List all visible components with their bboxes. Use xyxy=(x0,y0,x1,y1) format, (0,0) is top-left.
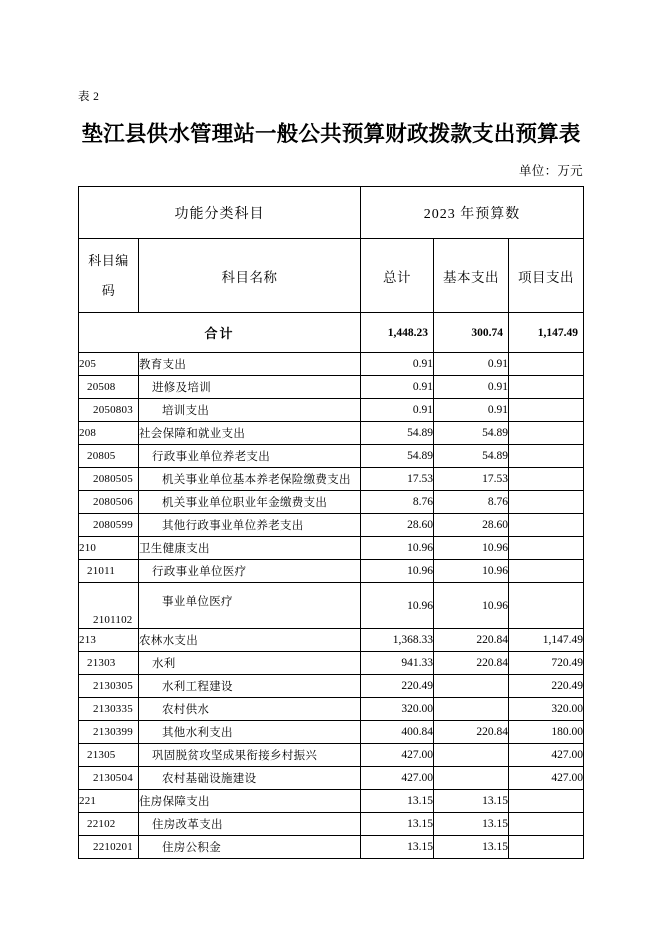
row-total: 427.00 xyxy=(361,744,434,767)
row-basic: 10.96 xyxy=(434,537,509,560)
sheet-label: 表 2 xyxy=(78,91,100,103)
row-name: 住房改革支出 xyxy=(139,813,361,836)
row-total: 13.15 xyxy=(361,836,434,859)
row-project xyxy=(509,583,584,629)
row-project xyxy=(509,537,584,560)
row-code: 2101102 xyxy=(79,583,139,629)
row-name: 住房保障支出 xyxy=(139,790,361,813)
row-code: 2080506 xyxy=(79,491,139,514)
row-name: 农村供水 xyxy=(139,698,361,721)
row-total: 427.00 xyxy=(361,767,434,790)
header-functional-category: 功能分类科目 xyxy=(79,187,361,239)
row-basic: 10.96 xyxy=(434,560,509,583)
row-basic xyxy=(434,767,509,790)
row-code: 20805 xyxy=(79,445,139,468)
table-row xyxy=(79,790,584,813)
row-code: 2080505 xyxy=(79,468,139,491)
row-name: 农村基础设施建设 xyxy=(139,767,361,790)
row-basic: 10.96 xyxy=(434,583,509,629)
row-total: 10.96 xyxy=(361,560,434,583)
row-basic xyxy=(434,744,509,767)
table-row xyxy=(79,675,584,698)
row-code: 2130305 xyxy=(79,675,139,698)
row-basic: 13.15 xyxy=(434,813,509,836)
row-project: 180.00 xyxy=(509,721,584,744)
row-name: 其他行政事业单位养老支出 xyxy=(139,514,361,537)
row-total: 400.84 xyxy=(361,721,434,744)
row-code: 2130399 xyxy=(79,721,139,744)
row-basic: 0.91 xyxy=(434,353,509,376)
row-name: 行政事业单位养老支出 xyxy=(139,445,361,468)
row-name: 进修及培训 xyxy=(139,376,361,399)
row-total: 10.96 xyxy=(361,583,434,629)
table-row xyxy=(79,537,584,560)
row-code: 210 xyxy=(79,537,139,560)
row-total: 28.60 xyxy=(361,514,434,537)
row-project xyxy=(509,445,584,468)
table-row xyxy=(79,514,584,537)
row-code: 213 xyxy=(79,629,139,652)
row-project xyxy=(509,376,584,399)
row-project: 720.49 xyxy=(509,652,584,675)
row-project xyxy=(509,468,584,491)
row-project: 1,147.49 xyxy=(509,629,584,652)
header-subject-code-line1: 科目编 xyxy=(88,252,129,268)
table-row xyxy=(79,353,584,376)
row-code: 21305 xyxy=(79,744,139,767)
table-row xyxy=(79,491,584,514)
row-basic: 54.89 xyxy=(434,445,509,468)
table-row xyxy=(79,813,584,836)
row-project xyxy=(509,560,584,583)
row-code: 21011 xyxy=(79,560,139,583)
table-row xyxy=(79,399,584,422)
header-budget-year: 2023 年预算数 xyxy=(361,187,584,239)
row-project xyxy=(509,353,584,376)
table-row xyxy=(79,698,584,721)
row-total: 0.91 xyxy=(361,353,434,376)
row-basic: 0.91 xyxy=(434,376,509,399)
total-row xyxy=(79,313,584,353)
table-row xyxy=(79,721,584,744)
row-total: 1,368.33 xyxy=(361,629,434,652)
row-basic: 8.76 xyxy=(434,491,509,514)
table-row xyxy=(79,744,584,767)
table-row xyxy=(79,767,584,790)
row-code: 2130504 xyxy=(79,767,139,790)
row-name: 农林水支出 xyxy=(139,629,361,652)
row-name: 教育支出 xyxy=(139,353,361,376)
header-subject-name: 科目名称 xyxy=(139,239,361,313)
row-basic xyxy=(434,698,509,721)
header-basic-expenditure: 基本支出 xyxy=(434,239,509,313)
table-header-group-row xyxy=(79,187,584,239)
row-basic: 54.89 xyxy=(434,422,509,445)
row-code: 22102 xyxy=(79,813,139,836)
row-name: 其他水利支出 xyxy=(139,721,361,744)
table-row xyxy=(79,445,584,468)
row-code: 2080599 xyxy=(79,514,139,537)
row-basic: 17.53 xyxy=(434,468,509,491)
row-name: 水利工程建设 xyxy=(139,675,361,698)
row-code: 21303 xyxy=(79,652,139,675)
table-row xyxy=(79,468,584,491)
row-total: 0.91 xyxy=(361,376,434,399)
table-row xyxy=(79,422,584,445)
row-code: 20508 xyxy=(79,376,139,399)
header-subject-code xyxy=(79,239,139,313)
row-code: 2050803 xyxy=(79,399,139,422)
table-row xyxy=(79,583,584,629)
row-total: 54.89 xyxy=(361,422,434,445)
row-total: 220.49 xyxy=(361,675,434,698)
row-code: 2130335 xyxy=(79,698,139,721)
table-row xyxy=(79,560,584,583)
row-basic: 13.15 xyxy=(434,836,509,859)
row-project: 427.00 xyxy=(509,744,584,767)
table-body xyxy=(79,313,584,859)
row-name: 住房公积金 xyxy=(139,836,361,859)
row-basic: 220.84 xyxy=(434,652,509,675)
row-project: 320.00 xyxy=(509,698,584,721)
row-name: 水利 xyxy=(139,652,361,675)
table-row xyxy=(79,376,584,399)
row-name: 机关事业单位职业年金缴费支出 xyxy=(139,491,361,514)
row-project xyxy=(509,514,584,537)
row-total: 13.15 xyxy=(361,790,434,813)
table-header-sub-row xyxy=(79,239,584,313)
total-row-label: 合计 xyxy=(79,313,361,353)
row-project xyxy=(509,790,584,813)
row-project xyxy=(509,813,584,836)
table-row xyxy=(79,629,584,652)
row-name: 社会保障和就业支出 xyxy=(139,422,361,445)
row-total: 10.96 xyxy=(361,537,434,560)
row-name: 卫生健康支出 xyxy=(139,537,361,560)
page-title: 垫江县供水管理站一般公共预算财政拨款支出预算表 xyxy=(81,122,581,146)
row-total: 54.89 xyxy=(361,445,434,468)
row-code: 205 xyxy=(79,353,139,376)
row-name: 巩固脱贫攻坚成果衔接乡村振兴 xyxy=(139,744,361,767)
row-total: 17.53 xyxy=(361,468,434,491)
row-code: 2210201 xyxy=(79,836,139,859)
row-basic: 0.91 xyxy=(434,399,509,422)
row-name: 事业单位医疗 xyxy=(139,583,361,629)
row-code: 208 xyxy=(79,422,139,445)
row-basic: 28.60 xyxy=(434,514,509,537)
row-total: 0.91 xyxy=(361,399,434,422)
header-total: 总计 xyxy=(361,239,434,313)
row-project xyxy=(509,399,584,422)
header-project-expenditure: 项目支出 xyxy=(509,239,584,313)
row-basic: 220.84 xyxy=(434,629,509,652)
table-row xyxy=(79,652,584,675)
total-row-total: 1,448.23 xyxy=(361,313,434,353)
table-row xyxy=(79,836,584,859)
row-project xyxy=(509,491,584,514)
total-row-project: 1,147.49 xyxy=(509,313,584,353)
row-total: 941.33 xyxy=(361,652,434,675)
header-subject-code-line2: 码 xyxy=(101,282,116,298)
budget-table xyxy=(78,186,584,859)
row-name: 培训支出 xyxy=(139,399,361,422)
row-project: 220.49 xyxy=(509,675,584,698)
row-project: 427.00 xyxy=(509,767,584,790)
row-name: 行政事业单位医疗 xyxy=(139,560,361,583)
row-name: 机关事业单位基本养老保险缴费支出 xyxy=(139,468,361,491)
row-code: 221 xyxy=(79,790,139,813)
row-total: 13.15 xyxy=(361,813,434,836)
row-total: 8.76 xyxy=(361,491,434,514)
row-total: 320.00 xyxy=(361,698,434,721)
row-basic: 220.84 xyxy=(434,721,509,744)
unit-note: 单位：万元 xyxy=(518,164,583,178)
row-basic xyxy=(434,675,509,698)
table-header xyxy=(79,187,584,313)
row-project xyxy=(509,422,584,445)
total-row-basic: 300.74 xyxy=(434,313,509,353)
row-basic: 13.15 xyxy=(434,790,509,813)
row-project xyxy=(509,836,584,859)
